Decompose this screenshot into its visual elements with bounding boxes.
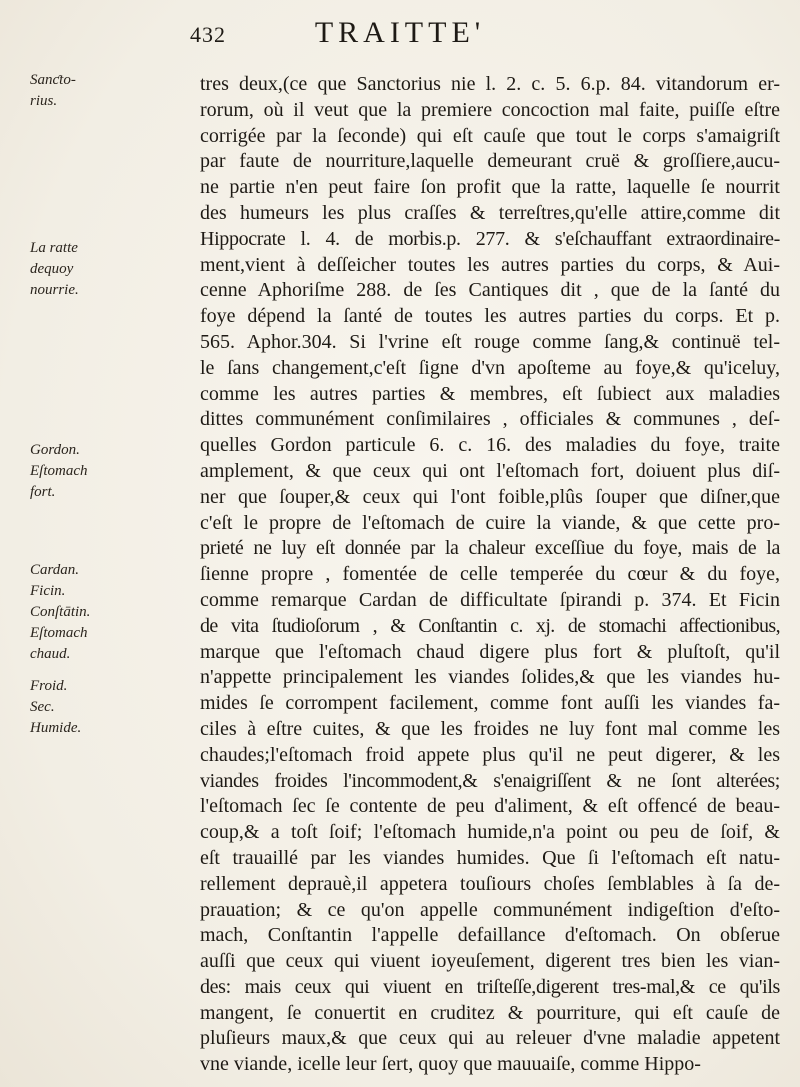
body-text [200,72,780,1078]
text-line: c'eſt le propre de l'eſtomach de cuire la viande, & que cette pro- [200,511,780,534]
text-line: prieté ne luy eſt donnée par la chaleur exceſſiue du foye, mais de la [200,537,780,560]
text-line: rellement deprauè,il appetera touſiours choſes ſemblables à ſa de- [200,872,780,895]
text-line: tres deux,(ce que Sanctorius nie l. 2. c. 5. 6.p. 84. vitandorum er- [200,73,780,95]
margin-note-line: Gordon. [30,442,80,458]
text-line: ſienne propre , fomentée de celle temperée du cœur & du foye, [200,563,780,586]
text-line: ne partie n'en peut faire ſon profit que la ratte, laquelle ſe nourrit [200,176,780,199]
margin-note-cardan [30,560,90,665]
text-line: rorum, où il veut que la premiere concoction mal faite, puiſſe eſtre [200,98,780,121]
page-number: 432 [190,22,226,47]
text-line: ciles à eſtre cuites, & que les froides ne luy font mal comme les [200,717,780,740]
text-line: 565. Aphor.304. Si l'vrine eſt rouge comme ſang,& continuë tel- [200,330,780,353]
text-line: amplement, & que ceux qui ont l'eſtomach fort, doiuent plus diſ- [200,459,780,482]
text-line: mangent, ſe conuertit en cruditez & pourriture, qui eſt cauſe de [200,1001,780,1024]
margin-notes [0,0,200,1087]
margin-note-line: Ficin. [30,583,66,599]
margin-note-line: Conſtātin. [30,604,91,620]
text-line: coup,& a toſt ſoif; l'eſtomach humide,n'a point ou peu de ſoif, & [200,821,780,844]
text-line: viandes froides l'incommodent,& s'enaigriſſent & ne ſont alterées; [200,769,780,792]
text-line: foye dépend la ſanté de toutes les autres parties du corps. Et p. [200,305,780,328]
text-line: vne viande, icelle leur ſert, quoy que mauuaiſe, comme Hippo- [200,1053,701,1076]
text-line: ner que ſouper,& ceux qui l'ont foible,plûs ſouper que diſner,que [200,485,780,508]
text-line: auſſi que ceux qui viuent ioyeuſement, digerent tres bien les vian- [200,950,780,973]
text-line: de vita ſtudioſorum , & Conſtantin c. xj. de stomachi affectionibus, [200,614,780,637]
margin-note-line: Sanƈto- [30,72,76,88]
text-line: cenne Aphoriſme 288. de ſes Cantiques dit , que de la ſanté du [200,279,780,302]
text-line: l'eſtomach ſec ſe contente de peu d'aliment, & eſt offencé de beau- [200,795,780,818]
text-line: n'appette principalement les viandes ſolides,& que les viandes hu- [200,666,780,689]
margin-note-line: fort. [30,484,56,500]
margin-note-line: Froid. [30,678,68,694]
text-line: prauation; & ce qu'on appelle communément indigeſtion d'eſto- [200,898,780,921]
text-line: ment,vient à deſſeicher toutes les autres parties du corps, & Aui- [200,253,780,276]
text-line: mach, Conſtantin l'appelle defaillance d'eſtomach. On obſerue [200,924,780,947]
margin-note-line: La ratte [30,240,78,256]
margin-note-line: Eſtomach [30,625,88,641]
text-line: marque que l'eſtomach chaud digere plus fort & pluſtoſt, qu'il [200,640,780,663]
text-line: comme remarque Cardan de difficultate ſpirandi p. 374. Et Ficin [200,588,780,611]
text-line: mides ſe corrompent facilement, comme font auſſi les viandes fa- [200,692,780,715]
text-line: chaudes;l'eſtomach froid appete plus qu'il ne peut digerer, & les [200,743,780,766]
running-head: TRAITTE' [314,16,486,49]
margin-note-line: rius. [30,93,58,109]
text-line: le ſans changement,c'eſt ſigne d'vn apoſteme au foye,& qu'iceluy, [200,356,780,379]
text-line: des humeurs les plus craſſes & terreſtres,qu'elle attire,comme dit [200,201,780,224]
margin-note-line: dequoy [30,261,74,277]
margin-note-gordon [30,440,88,503]
margin-note-ratte [30,238,79,301]
text-line: des: mais ceux qui viuent en triſteſſe,digerent tres-mal,& ce qu'ils [200,975,780,998]
text-line: quelles Gordon particule 6. c. 16. des maladies du foye, traite [200,434,780,457]
margin-note-line: nourrie. [30,282,79,298]
text-line: pluſieurs maux,& que ceux qui au releuer d'vne maladie appetent [200,1027,780,1050]
margin-note-sanctorius [30,70,76,112]
margin-note-line: Eſtomach [30,463,88,479]
text-line: par faute de nourriture,laquelle demeurant cruë & groſſiere,aucu- [200,150,780,173]
text-line: Hippocrate l. 4. de morbis.p. 277. & s'eſchauffant extraordinaire- [200,227,780,250]
margin-note-froid [30,676,81,739]
text-line: corrigée par la ſeconde) qui eſt cauſe que tout le corps s'amaigriſt [200,124,780,147]
text-line: dittes communément conſimilaires , officiales & communes , deſ- [200,408,780,431]
margin-note-line: chaud. [30,646,71,662]
margin-note-line: Humide. [30,720,82,736]
margin-note-line: Sec. [30,699,55,715]
text-line: eſt trauaillé par les viandes humides. Que ſi l'eſtomach eſt natu- [200,846,780,869]
margin-note-line: Cardan. [30,562,80,578]
text-line: comme les autres parties & membres, eſt ſubiect aux maladies [200,382,780,405]
